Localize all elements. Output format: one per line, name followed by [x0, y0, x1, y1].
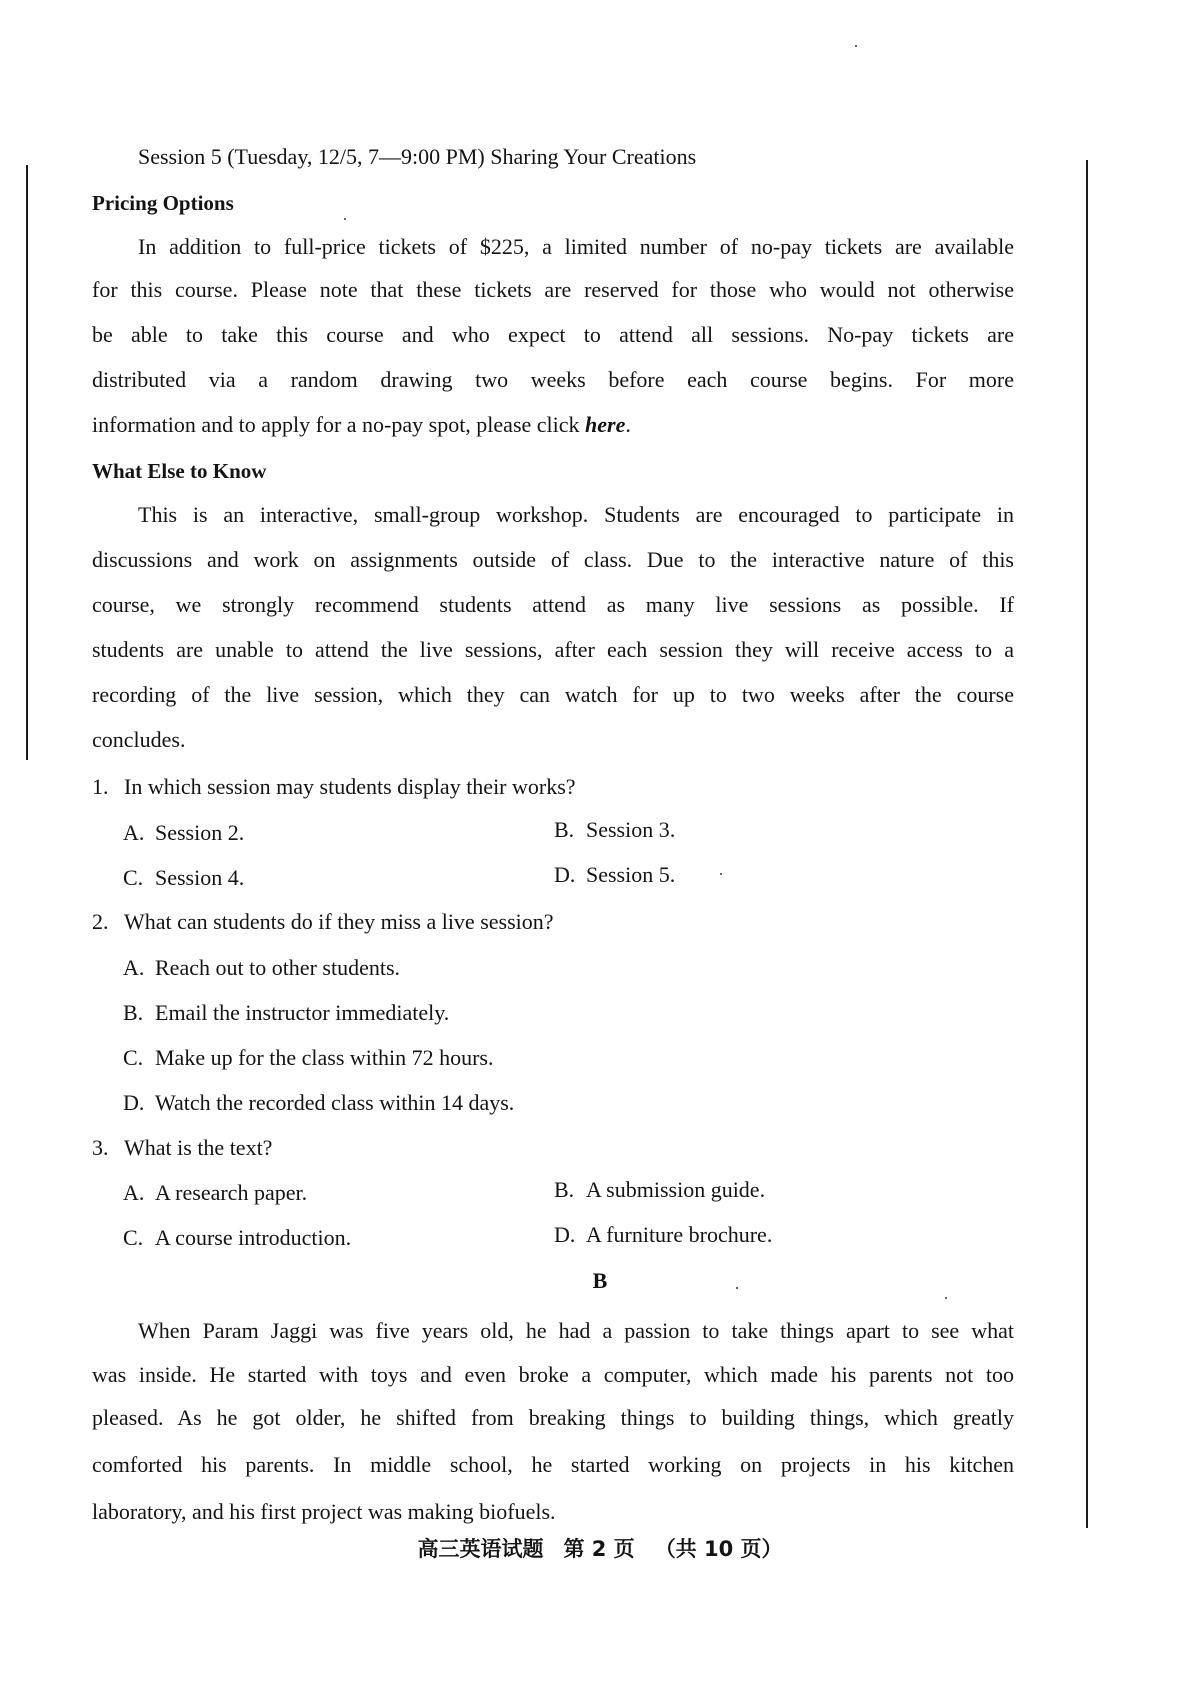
footer-exam-title: 高三英语试题 [417, 1537, 544, 1561]
what-else-paragraph-line: discussions and work on assignments outside of class. Due to the interactive nature of this [92, 547, 1014, 572]
option-label: A. [123, 820, 145, 845]
pricing-paragraph-line: be able to take this course and who expect to attend all sessions. No-pay tickets are [92, 322, 1014, 347]
option-text: Make up for the class within 72 hours. [155, 1045, 494, 1070]
option-text: A furniture brochure. [586, 1222, 773, 1247]
scan-speck [720, 873, 722, 875]
option-label: B. [554, 817, 575, 842]
q2-option-b[interactable] [123, 998, 449, 1028]
option-label: A. [123, 955, 145, 980]
option-text: Session 3. [586, 817, 676, 842]
q2-option-d[interactable] [123, 1088, 514, 1118]
section-b-heading: B [592, 1268, 608, 1293]
option-label: D. [554, 1222, 576, 1247]
page-footer [0, 1533, 1200, 1563]
question-number: 2. [92, 909, 109, 934]
scan-border-left [26, 165, 28, 760]
option-text: Watch the recorded class within 14 days. [155, 1090, 515, 1115]
scan-speck [855, 45, 857, 47]
question-number: 1. [92, 774, 109, 799]
footer-total-pages: （共 10 页） [654, 1537, 783, 1561]
option-label: C. [123, 865, 144, 890]
question-number: 3. [92, 1135, 109, 1160]
section-b-paragraph-line: laboratory, and his first project was making biofuels. [92, 1499, 556, 1524]
pricing-paragraph-line: distributed via a random drawing two weeks before each course begins. For more [92, 367, 1014, 392]
what-else-paragraph-line: recording of the live session, which they can watch for up to two weeks after the course [92, 682, 1014, 707]
session-5-line: Session 5 (Tuesday, 12/5, 7—9:00 PM) Sharing Your Creations [138, 144, 697, 169]
scan-border-right [1086, 160, 1088, 1528]
question-text: What is the text? [124, 1135, 273, 1160]
option-text: Session 2. [155, 820, 245, 845]
option-text: A research paper. [155, 1180, 308, 1205]
question-2 [92, 907, 554, 937]
question-3 [92, 1133, 272, 1163]
what-else-paragraph-line: students are unable to attend the live sessions, after each session they will receive access to a [92, 637, 1014, 662]
option-label: B. [554, 1177, 575, 1202]
option-text: A submission guide. [586, 1177, 766, 1202]
option-text: A course introduction. [155, 1225, 352, 1250]
section-b-paragraph-line: was inside. He started with toys and even broke a computer, which made his parents not too [92, 1362, 1014, 1387]
q3-option-d[interactable] [554, 1220, 772, 1250]
option-label: B. [123, 1000, 144, 1025]
footer-page-number: 第 2 页 [563, 1537, 635, 1561]
option-label: A. [123, 1180, 145, 1205]
option-label: C. [123, 1225, 144, 1250]
option-label: D. [123, 1090, 145, 1115]
option-text: Email the instructor immediately. [155, 1000, 450, 1025]
q2-option-a[interactable] [123, 953, 400, 983]
pricing-paragraph-last-line [92, 410, 631, 440]
option-text: Session 5. [586, 862, 676, 887]
scan-speck [344, 218, 346, 220]
q1-option-d[interactable] [554, 860, 675, 890]
section-b-paragraph-line: comforted his parents. In middle school, he started working on projects in his kitchen [92, 1452, 1014, 1477]
pricing-paragraph-line: for this course. Please note that these tickets are reserved for those who would not otherwise [92, 277, 1014, 302]
pricing-last-line-text: information and to apply for a no-pay spot, please click [92, 412, 586, 437]
what-else-paragraph-line: concludes. [92, 727, 186, 752]
q1-option-c[interactable] [123, 863, 244, 893]
question-text: What can students do if they miss a live session? [124, 909, 554, 934]
option-label: D. [554, 862, 576, 887]
what-else-paragraph-line: course, we strongly recommend students attend as many live sessions as possible. If [92, 592, 1014, 617]
what-else-heading: What Else to Know [92, 459, 267, 483]
question-text: In which session may students display their works? [124, 774, 576, 799]
question-1 [92, 772, 576, 802]
here-link[interactable]: here [585, 412, 626, 437]
pricing-options-heading: Pricing Options [92, 191, 234, 215]
q3-option-a[interactable] [123, 1178, 307, 1208]
option-label: C. [123, 1045, 144, 1070]
q3-option-b[interactable] [554, 1175, 765, 1205]
q2-option-c[interactable] [123, 1043, 494, 1073]
q1-option-b[interactable] [554, 815, 675, 845]
option-text: Session 4. [155, 865, 245, 890]
what-else-paragraph-line: This is an interactive, small-group workshop. Students are encouraged to participate in [138, 502, 1014, 527]
pricing-paragraph-line: In addition to full-price tickets of $225, a limited number of no-pay tickets are available [138, 234, 1014, 259]
section-b-paragraph-line: pleased. As he got older, he shifted from breaking things to building things, which greatly [92, 1405, 1014, 1430]
option-text: Reach out to other students. [155, 955, 401, 980]
section-b-paragraph-line: When Param Jaggi was five years old, he had a passion to take things apart to see what [138, 1318, 1014, 1343]
q1-option-a[interactable] [123, 818, 244, 848]
q3-option-c[interactable] [123, 1223, 351, 1253]
scan-speck [945, 1297, 947, 1299]
pricing-last-line-end: . [625, 412, 631, 437]
